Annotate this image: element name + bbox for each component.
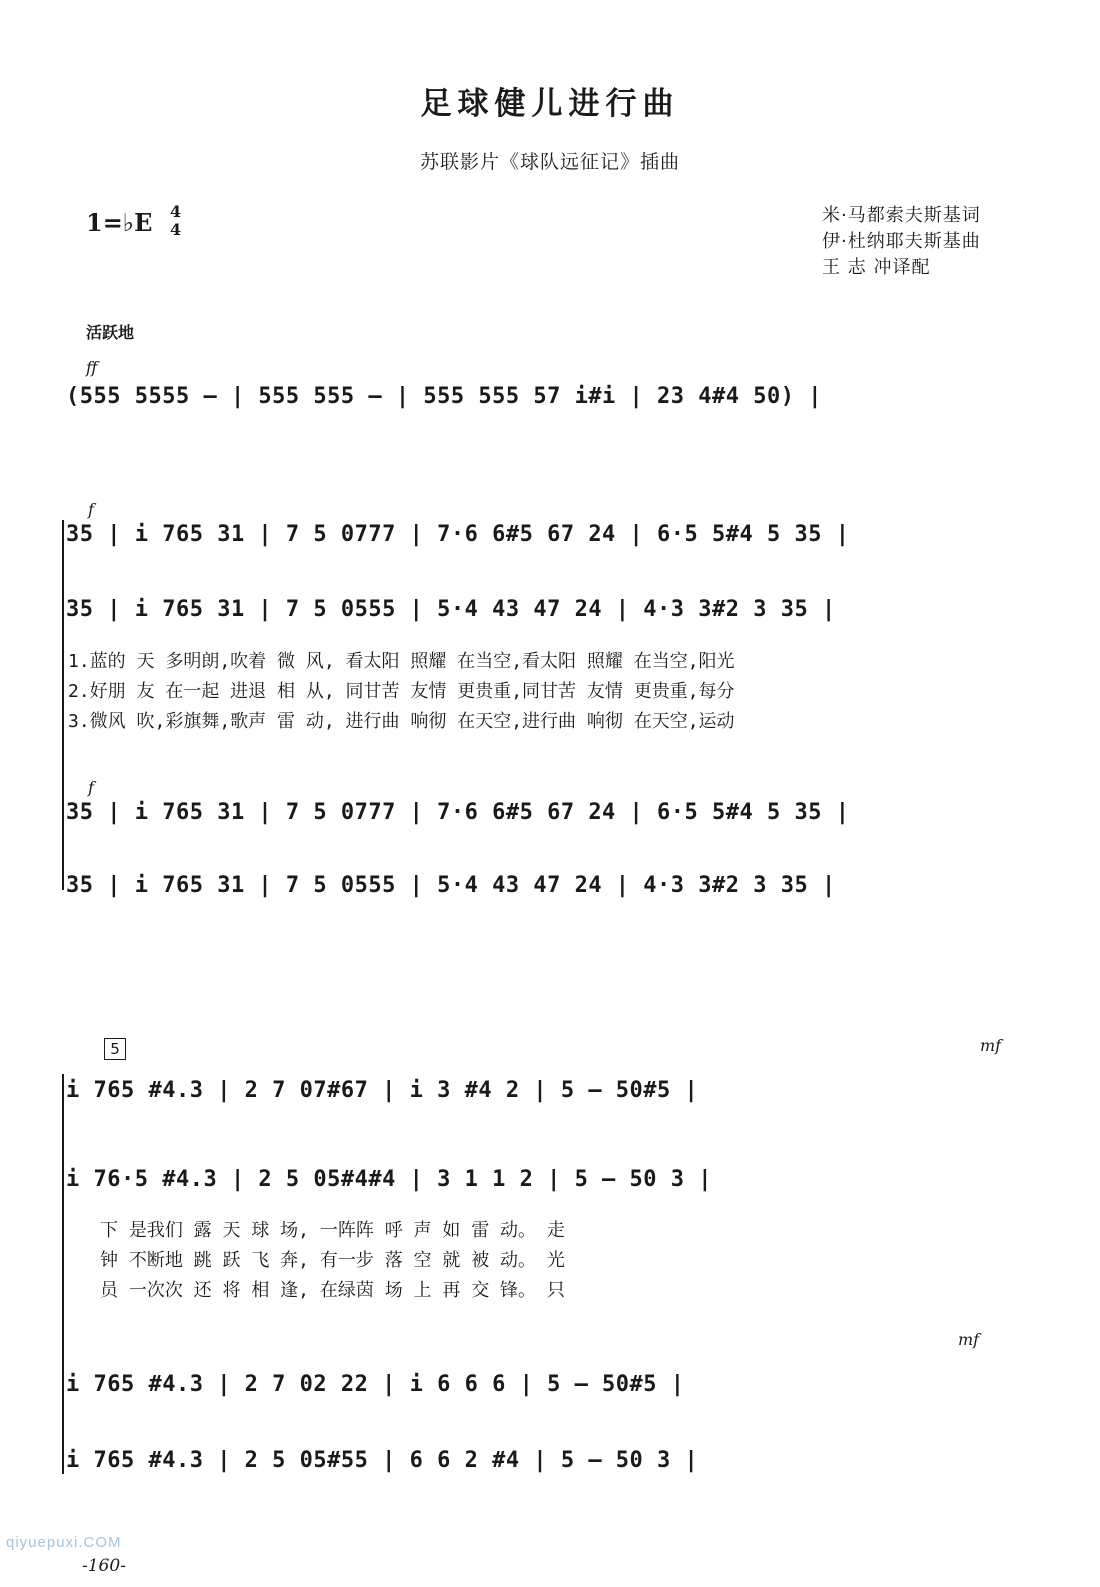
page-number: -160-	[82, 1556, 126, 1576]
tempo-marking: 活跃地	[86, 323, 135, 342]
lyricist-credit: 米·马都索夫斯基词	[822, 205, 981, 226]
dynamic-mf-system2-voice1: mf	[980, 1036, 1002, 1055]
dynamic-mf-system2-voice3: mf	[958, 1330, 980, 1349]
system2-voice4-notation: i 765 #4.3 | 2 5 05#55 | 6 6 2 #4 | 5 – 50 3 |	[66, 1448, 699, 1473]
system1-lyric-verse3: 3.微风 吹,彩旗舞,歌声 雷 动, 进行曲 响彻 在天空,进行曲 响彻 在天空,运动	[68, 711, 735, 732]
meter-bottom: 4	[170, 220, 182, 239]
system2-voice3-notation: i 765 #4.3 | 2 7 02 22 | i 6 6 6 | 5 – 50#5 |	[66, 1372, 685, 1397]
system2-lyric-verse3: 员 一次次 还 将 相 逢, 在绿茵 场 上 再 交 锋。 只	[100, 1280, 565, 1301]
translator-credit: 王 志 冲译配	[822, 257, 931, 278]
system1-voice2-notation: 35 | i 765 31 | 7 5 0555 | 5·4 43 47 24 | 4·3 3#2 3 35 |	[66, 597, 836, 622]
system2-voice2-notation: i 76·5 #4.3 | 2 5 05#4#4 | 3 1 1 2 | 5 – 50 3 |	[66, 1167, 713, 1192]
system-2-brace	[62, 1074, 64, 1474]
meter-top: 4	[170, 202, 182, 221]
system2-lyric-verse1: 下 是我们 露 天 球 场, 一阵阵 呼 声 如 雷 动。 走	[100, 1220, 565, 1241]
composer-credit: 伊·杜纳耶夫斯基曲	[822, 231, 981, 252]
system2-lyric-verse2: 钟 不断地 跳 跃 飞 奔, 有一步 落 空 就 被 动。 光	[100, 1250, 565, 1271]
rehearsal-mark: 5	[104, 1038, 126, 1060]
song-subtitle: 苏联影片《球队远征记》插曲	[419, 151, 680, 173]
key-signature: 1=♭E	[86, 208, 153, 237]
dynamic-ff: ff	[86, 358, 98, 377]
system1-lyric-verse2: 2.好朋 友 在一起 进退 相 从, 同甘苦 友情 更贵重,同甘苦 友情 更贵重,每分	[68, 681, 735, 702]
system-1-brace	[62, 520, 64, 890]
intro-notation-line: (555 5555 – | 555 555 – | 555 555 57 i#i | 23 4#4 50) |	[66, 384, 822, 409]
system1-voice3-notation: 35 | i 765 31 | 7 5 0777 | 7·6 6#5 67 24 | 6·5 5#4 5 35 |	[66, 800, 850, 825]
time-signature	[170, 203, 181, 239]
system1-voice4-notation: 35 | i 765 31 | 7 5 0555 | 5·4 43 47 24 | 4·3 3#2 3 35 |	[66, 873, 836, 898]
system1-voice1-notation: 35 | i 765 31 | 7 5 0777 | 7·6 6#5 67 24 | 6·5 5#4 5 35 |	[66, 522, 850, 547]
song-title: 足球健儿进行曲	[420, 86, 680, 122]
site-watermark: qiyuepuxi.COM	[6, 1534, 122, 1551]
system2-voice1-notation: i 765 #4.3 | 2 7 07#67 | i 3 #4 2 | 5 – 50#5 |	[66, 1078, 699, 1103]
dynamic-f-system1-voice3: f	[88, 778, 94, 797]
system1-lyric-verse1: 1.蓝的 天 多明朗,吹着 微 风, 看太阳 照耀 在当空,看太阳 照耀 在当空,阳光	[68, 651, 735, 672]
dynamic-f-system1-voice1: f	[88, 500, 94, 519]
credits	[822, 203, 981, 281]
